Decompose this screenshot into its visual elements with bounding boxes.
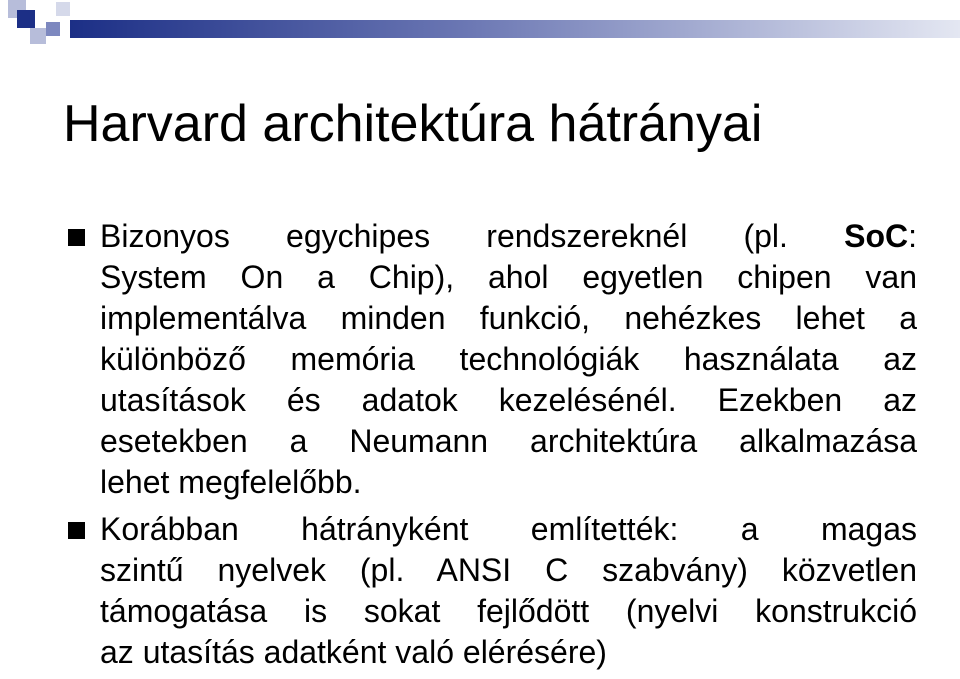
text-run: Bizonyos egychipes rendszereknél (pl. — [100, 218, 845, 254]
bullet-line: utasítások és adatok kezelésénél. Ezekben az — [100, 382, 917, 418]
bullet-item-soc — [0, 216, 917, 503]
text-run: : — [908, 218, 917, 254]
bullet-line: implementálva minden funkció, nehézkes lehet a — [100, 300, 917, 336]
bullet-line — [100, 216, 917, 257]
deco-square-dark — [17, 10, 35, 28]
bullet-line: lehet megfelelőbb. — [100, 464, 362, 500]
slide-title: Harvard architektúra hátrányai — [63, 95, 763, 153]
bullet-item-highlevel-languages — [0, 509, 917, 673]
header-band — [70, 20, 960, 38]
deco-square-light — [30, 28, 46, 44]
soc-term: SoC — [844, 218, 909, 254]
deco-square-pale — [56, 2, 70, 16]
header-decoration — [0, 0, 960, 60]
bullet-line: esetekben a Neumann architektúra alkalmazása — [100, 423, 917, 459]
bullet-line: támogatása is sokat fejlődött (nyelvi konstrukció — [100, 593, 917, 629]
square-bullet-icon — [68, 522, 85, 539]
bullet-line: System On a Chip), ahol egyetlen chipen van — [100, 259, 917, 295]
bullet-line: az utasítás adatként való elérésére) — [100, 634, 607, 670]
bullet-list — [0, 216, 960, 679]
bullet-line: szintű nyelvek (pl. ANSI C szabvány) közvetlen — [100, 552, 917, 588]
bullet-line: Korábban hátrányként említették: a magas — [100, 511, 917, 547]
deco-square-mid — [46, 22, 60, 36]
square-bullet-icon — [68, 229, 85, 246]
bullet-line: különböző memória technológiák használata az — [100, 341, 917, 377]
